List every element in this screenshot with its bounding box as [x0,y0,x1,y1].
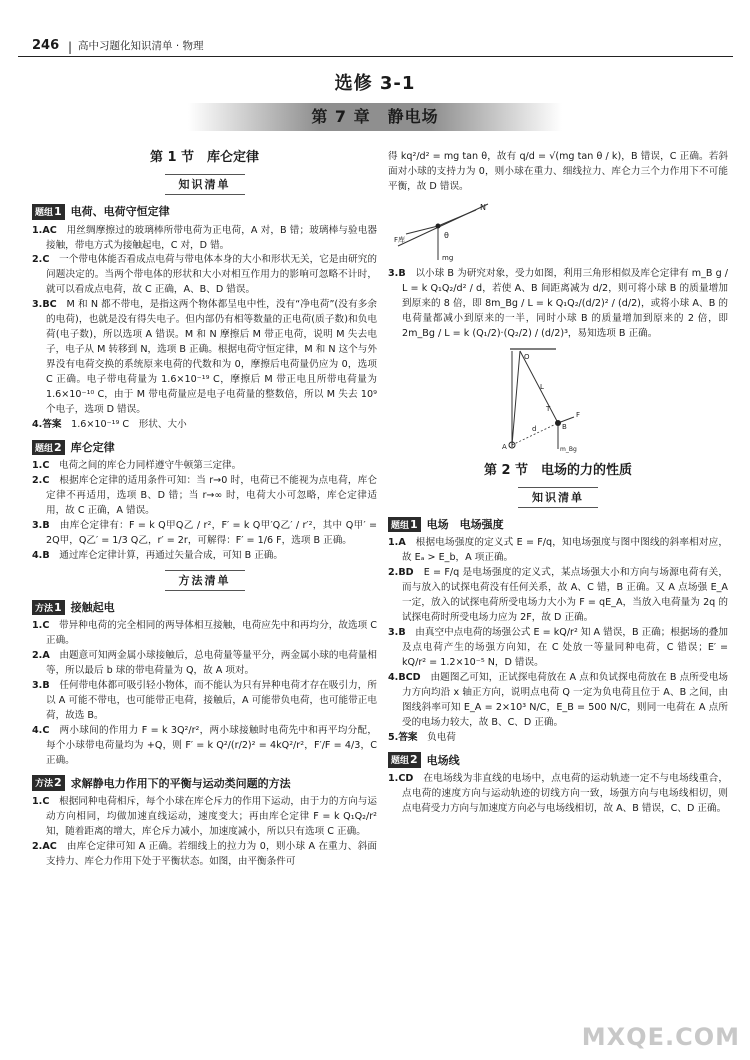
answer-text: 根据电场强度的定义式 E = F/q，知电场强度与图中图线的斜率相对应，故 Eₐ > E_b，A 项正确。 [402,537,729,564]
answer-item [32,253,377,298]
label-A: A [502,442,507,451]
label-theta: θ [444,230,449,240]
group-heading [32,203,377,220]
answer-key: 1.C [32,620,50,632]
group-heading [388,516,728,533]
answer-text: 由真空中点电荷的场强公式 E = kQ/r² 知 A 错误，B 正确；根据场的叠加及点电荷产生的场强方向知，在 C 处放一等量同种电荷，C 错误；E′ = kQ/r² = 1.2×10⁻⁵ N，D 错误。 [402,626,728,668]
answer-key: 1.AC [32,224,57,236]
chapter-title: 第 7 章 静电场 [311,107,439,126]
answer-list [32,619,377,769]
answer-text: 根据库仑定律的适用条件可知：当 r→0 时，电荷已不能视为点电荷，库仑定律不再适用，选项 B、D 错；当 r→∞ 时，电荷大小可忽略，库仑定律适用，故 C 正确，A 错误。 [46,475,378,516]
label-mg: mg [442,253,454,262]
pendulum-figure [498,345,588,455]
answer-key: 2.BD [388,567,414,579]
section-title: 第 2 节 电场的力的性质 [483,462,633,478]
answer-text: 由库仑定律有：F = k Q甲Q乙 / r²，F′ = k Q甲′Q乙′ / r′²，其中 Q甲′ = 2Q甲，Q乙′ = 1/3 Q乙，r′ = 2r，可解得：F′ = 1/6 F，选项 B 正确。 [46,519,378,546]
answer-item [32,519,377,549]
answer-text: 两小球间的作用力 F = k 3Q²/r²，两小球接触时电荷先中和再平均分配，每个小球带电荷量均为 +Q，则 F′ = k Q²/(r/2)² = 4kQ²/r²，F′/F = 4/3，C 正确。 [46,724,377,766]
group-tag: 题组1 [32,204,65,220]
chapter-banner [0,99,750,135]
answer-key: 1.A [388,537,406,549]
section-title: 第 1 节 库仑定律 [149,150,260,165]
group-tag: 题组1 [388,517,421,533]
answer-text: 负电荷 [427,731,456,743]
group-title: 电场 电场强度 [426,518,504,532]
answer-item [32,840,377,870]
group-heading [32,439,377,456]
answer-item [32,418,377,433]
group-tag: 题组2 [388,752,421,768]
method-tag: 方法2 [32,775,65,791]
group-title: 库仑定律 [70,440,115,454]
force-diagram-incline [388,198,728,264]
answer-list [32,224,377,433]
answer-text: E = F/q 是电场强度的定义式，某点场强大小和方向与场源电荷有关，而与放入的试探电荷没有任何关系，故 A、C 错，B 正确。又 A 点场强 E_A 一定，放入的试探电荷所受电场力大小为 F = qE_A，当放入电荷量为 2q 的试探电荷时所受电场力应为 2F，故 D 正确。 [402,567,728,623]
answer-text: 1.6×10⁻¹⁹ C 形状、大小 [71,418,187,430]
answer-key: 2.A [32,649,50,661]
answer-key: 3.B [32,679,50,691]
group-tag: 题组2 [32,440,65,456]
answer-key: 2.C [32,254,50,266]
answer-text: 任何带电体都可吸引轻小物体，而不能认为只有异种电荷才存在吸引力，所以 A 可能不带电，也可能带正电荷，接触后，A 可能带负电荷，也可能带正电荷，故选 B。 [46,679,378,721]
answer-key: 4.答案 [32,418,62,430]
label-B: B [562,422,567,431]
label-T: T [546,404,551,413]
answer-key: 3.B [32,519,50,531]
header-separator: | [68,40,73,54]
answer-text: 由库仑定律可知 A 正确。若细线上的拉力为 0，则小球 A 在重力、斜面支持力、库仑力作用下处于平衡状态。如图，由平衡条件可 [46,840,378,867]
normal-arrow [438,210,476,226]
answer-key: 4.B [32,549,50,561]
group-title: 电荷、电荷守恒定律 [70,205,170,219]
answer-list [388,772,728,817]
book-title: 高中习题化知识清单 · 物理 [78,40,204,52]
answer-key: 4.C [32,724,50,736]
answer-text: 电荷之间的库仑力同样遵守牛顿第三定律。 [58,460,242,472]
method-title: 接触起电 [70,600,115,614]
answer-key: 3.BC [32,299,57,311]
answer-item [32,619,377,649]
answer-key: 3.B [388,626,406,638]
answer-item [388,671,728,731]
answer-item [32,459,377,474]
incline-force-figure [388,198,498,264]
knowledge-banner: 知识清单 [32,174,377,195]
left-column [32,142,377,870]
force-diagram-pendulum [388,345,728,455]
answer-text: 一个带电体能否看成点电荷与带电体本身的大小和形状无关，它是由研究的问题决定的。当两个带电体的形状和大小对相互作用力的影响可忽略不计时，就可以看成点电荷，故 C 正确，A、B、D 错误。 [46,254,378,296]
method-heading [32,599,377,616]
method-heading [32,775,377,792]
answer-text: 通过库仑定律计算，再通过矢量合成，可知 B 正确。 [59,549,283,561]
answer-item [32,679,377,724]
answer-key: 4.BCD [388,671,421,683]
answer-item [32,795,377,840]
answer-item [32,224,377,254]
method-title: 求解静电力作用下的平衡与运动类问题的方法 [70,776,291,790]
string-OB [520,351,558,423]
answer-item [32,474,377,519]
answer-item [388,731,728,746]
label-N: N [480,202,486,212]
continued-text: 得 kq²/d² = mg tan θ，故有 q/d = √(mg tan θ / k)，B 错误，C 正确。若斜面对小球的支持力为 0，则小球在重力、细线拉力、库仑力三个力作用下不可能平衡，故 D 错误。 [388,151,728,192]
answer-key: 5.答案 [388,731,418,743]
answer-key: 1.C [32,795,50,807]
method-banner: 方法清单 [32,570,377,591]
answer-text: 在电场线为非直线的电场中，点电荷的运动轨迹一定不与电场线重合，点电荷的速度方向与运动轨迹的切线方向一致，场强方向与电场线相切，则点电荷受力方向与加速度方向必与电场线相切，故 A、B 错误，C、D 正确。 [402,772,729,814]
label-F: F [576,410,581,419]
answer-key: 2.C [32,475,50,487]
answer-text: 用丝绸摩擦过的玻璃棒所带电荷为正电荷，A 对，B 错；玻璃棒与验电器接触，带电方式为接触起电，C 对，D 错。 [46,224,377,251]
rod-OA [512,351,520,445]
label-L: L [540,382,544,391]
module-title: 选修 3-1 [334,73,416,94]
watermark: MXQE.COM [581,1022,740,1051]
answer-list [388,536,728,745]
label-O: O [524,352,530,361]
label-d: d [532,424,537,433]
answer-text: 带异种电荷的完全相同的两导体相互接触，电荷应先中和再均分，故选项 C 正确。 [46,620,378,647]
answer-item [388,536,728,566]
answer-item: 3.B 以小球 B 为研究对象，受力如图，利用三角形相似及库仑定律有 m_B g / L = k Q₁Q₂/d² / d，若使 A、B 间距离减为 d/2，则可将小球 B 的质量增加到原来的 8 倍，即 8m_Bg / L = k Q₁Q₂/(d/2)² / (d/2)，或将小球 A、B 的电荷量都减小到原来的一半，同时小球 B 的质量增加到原来的 2 倍，即 2m_Bg / L = k (Q₁/2)·(Q₂/2) / (d/2)³，易知选项 B 正确。 [388,267,728,339]
answer-list [32,459,377,564]
label-mg: m_Bg [560,445,577,453]
answer-item [32,649,377,679]
answer-item [32,549,377,564]
answer-key: 2.AC [32,840,57,852]
method-tag: 方法1 [32,600,65,616]
group-heading [388,752,728,769]
running-header [18,34,733,57]
answer-item [32,298,377,418]
ball [436,223,441,228]
right-column [388,150,728,817]
answer-text: 由题图乙可知，正试探电荷放在 A 点和负试探电荷放在 B 点所受电场力方向均沿 x 轴正方向，说明点电荷 Q 一定为负电荷且位于 A、B 之间，由图线斜率可知 E_A = 2×10³ N/C，E_B = 500 N/C，则同一电荷在 A 点所受的电场力较大，故 B、C、D 正确。 [402,671,729,728]
answer-key: 1.CD [388,772,414,784]
label-F: F库 [394,235,406,244]
answer-item [32,724,377,769]
answer-item [388,626,728,671]
answer-item [388,566,728,626]
answer-key: 1.C [32,460,50,472]
answer-text: M 和 N 都不带电，是指这两个物体都呈电中性，没有“净电荷”(没有多余的电荷)，也就是没有得失电子。但内部仍有相等数量的正电荷(质子数)和负电荷(电子数)，所以选项 A 错误。M 和 N 摩擦后 M 带正电荷，说明 M 失去电子，电子从 M 转移到 N，选项 B 正确。根据电荷守恒定律，M 和 N 这个与外界没有电荷交换的系统原来电荷的代数和为 0，摩擦后电荷量仍应为 0，选项 C 正确。电子带电荷量为 1.6×10⁻¹⁹ C，摩擦后 M 带正电且所带电荷量为 1.6×10⁻¹⁰ C，由于 M 带电荷量应是电子电荷量的整数倍，所以 M 失去 10⁹ 个电子，选项 D 错误。 [46,299,377,416]
answer-list [32,795,377,870]
group-title: 电场线 [426,753,460,767]
answer-text: 由题意可知两金属小球接触后，总电荷量等量平分，两金属小球的电荷量相等，所以最后 b 球的带电荷量为 Q，故 A 项对。 [46,649,377,676]
answer-text: 根据同种电荷相斥，每个小球在库仑斥力的作用下运动，由于力的方向与运动方向相同，均做加速直线运动，速度变大；再由库仑定律 F = k Q₁Q₂/r² 知，随着距离的增大，库仑斥力减小，加速度减小，所以只有选项 C 正确。 [46,795,378,837]
answer-item [388,772,728,817]
ball-B [555,420,561,426]
knowledge-banner: 知识清单 [388,487,728,508]
page-number: 246 [32,38,60,53]
